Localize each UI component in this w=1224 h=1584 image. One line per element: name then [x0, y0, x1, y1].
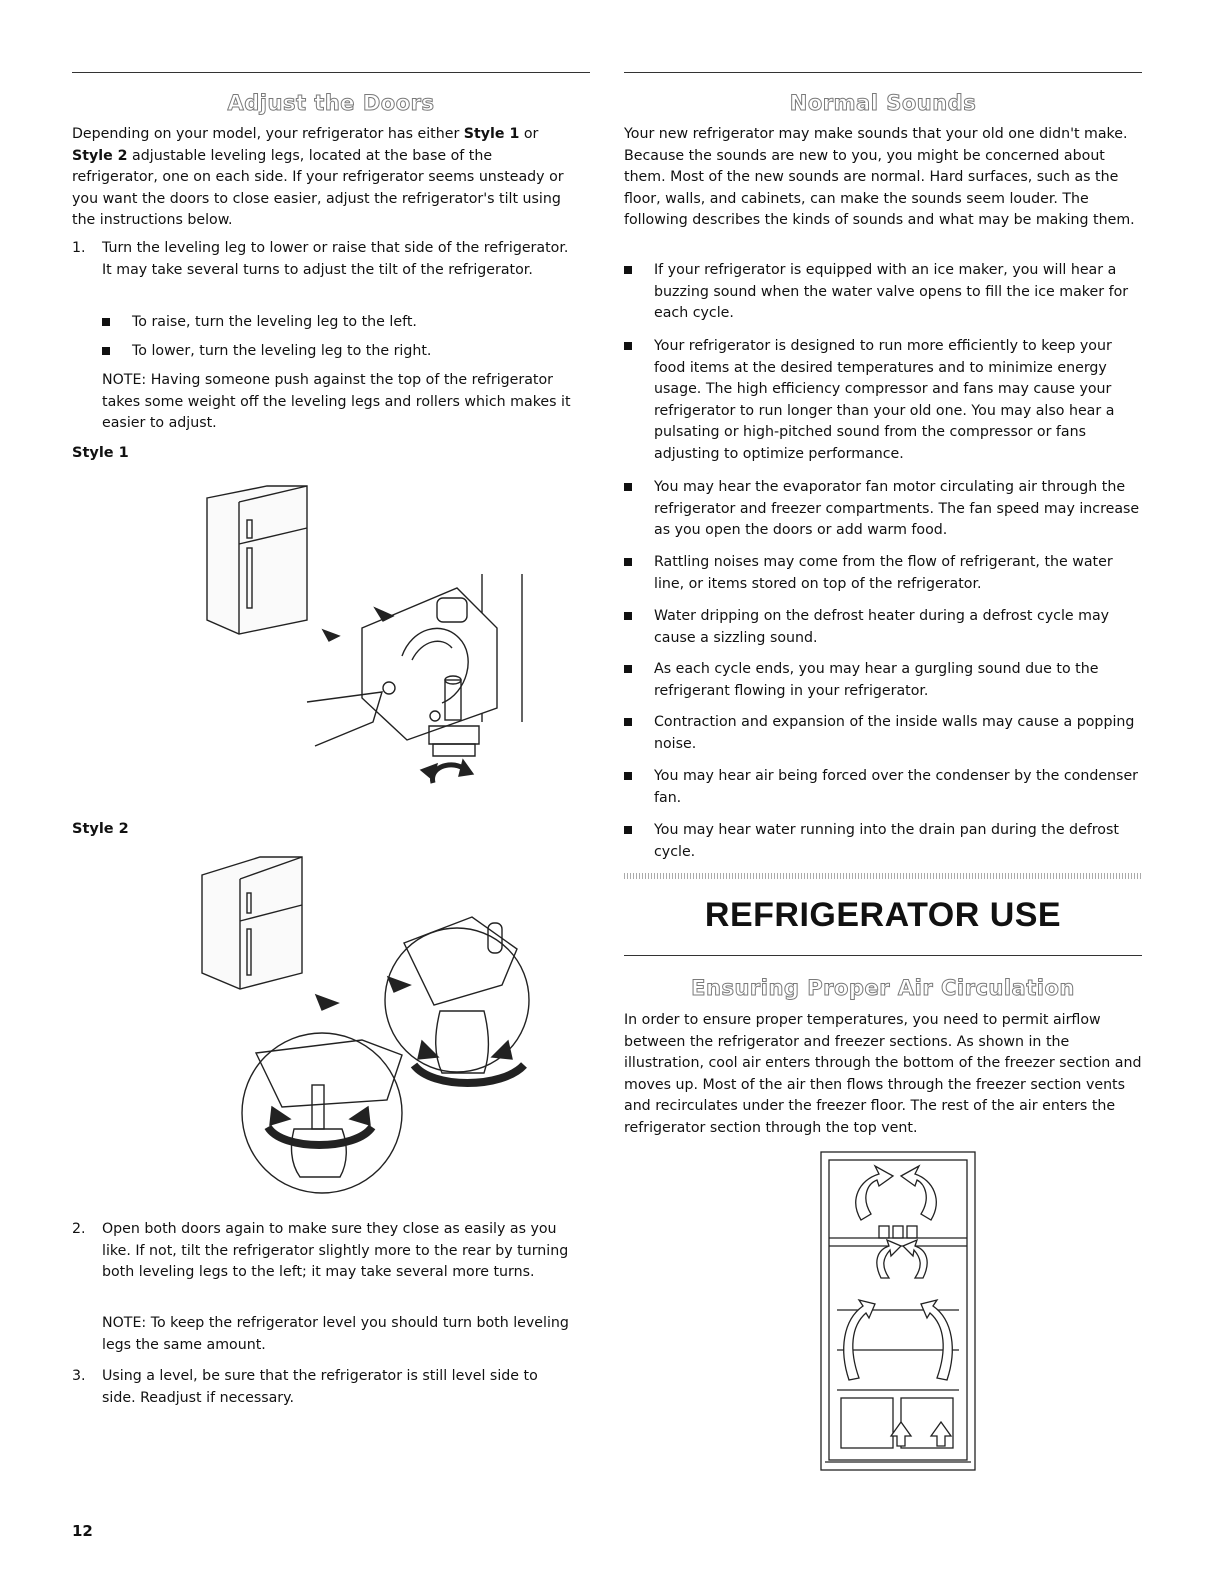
section-rule	[72, 72, 590, 73]
bullet-square-icon	[624, 483, 632, 491]
bullet-square-icon	[624, 826, 632, 834]
bullet-square-icon	[624, 342, 632, 350]
list-item: Water dripping on the defrost heater during a defrost cycle may cause a sizzling sound.	[624, 606, 1142, 650]
bullet-square-icon	[624, 718, 632, 726]
list-item: You may hear the evaporator fan motor circulating air through the refrigerator and freezer compartments. The fan speed may increase as you open the doors or add warm food.	[624, 477, 1142, 543]
list-item: You may hear air being forced over the condenser by the condenser fan.	[624, 766, 1142, 810]
list-item: Contraction and expansion of the inside walls may cause a popping noise.	[624, 712, 1142, 756]
style-1-label: Style 1	[72, 445, 129, 461]
chapter-title: REFRIGERATOR USE	[704, 896, 1062, 934]
section-title-normal-sounds: Normal Sounds	[789, 91, 977, 115]
list-item: You may hear water running into the drain pan during the defrost cycle.	[624, 820, 1142, 864]
normal-sounds-intro: Your new refrigerator may make sounds that your old one didn't make. Because the sounds are new to you, you might be concerned about them. Most of the new sounds are normal. Hard surfaces, such as the floor, walls, and cabinets, can make the sounds seem louder. The following describes the kinds of sounds and what may be making them.	[624, 126, 1135, 229]
note-2: NOTE: To keep the refrigerator level you should turn both leveling legs the same amount.	[102, 1315, 569, 1353]
style-1-leveling-leg-illustration	[197, 478, 537, 798]
chapter-divider	[624, 873, 1142, 879]
air-circulation-text: In order to ensure proper temperatures, you need to permit airflow between the refrigerator and freezer sections. As shown in the illustration, cool air enters through the bottom of the freezer section and moves up. Most of the air then flows through the freezer section vents and recirculates under the freezer floor. The rest of the air enters the refrigerator section through the top vent.	[624, 1012, 1142, 1136]
adjust-doors-intro: Depending on your model, your refrigerator has either Style 1 or Style 2 adjustable leveling legs, located at the base of the refrigerator, one on each side. If your refrigerator seems unsteady or you want the doors to close easier, adjust the refrigerator's tilt using the instructions below.	[72, 126, 564, 229]
section-rule	[624, 955, 1142, 956]
list-item: If your refrigerator is equipped with an ice maker, you will hear a buzzing sound when the water valve opens to fill the ice maker for each cycle.	[624, 260, 1142, 326]
bullet-square-icon	[624, 665, 632, 673]
list-item: To lower, turn the leveling leg to the right.	[102, 341, 572, 363]
bullet-square-icon	[102, 318, 110, 326]
page-number: 12	[72, 1522, 93, 1540]
list-item: Your refrigerator is designed to run more efficiently to keep your food items at the desired temperatures and to minimize energy usage. The high efficiency compressor and fans may cause your refrigerator to run longer than your old one. You may also hear a pulsating or high-pitched sound from the compressor or fans adjusting to optimize performance.	[624, 336, 1142, 466]
bullet-square-icon	[102, 347, 110, 355]
list-item: As each cycle ends, you may hear a gurgling sound due to the refrigerant flowing in your refrigerator.	[624, 659, 1142, 703]
style-2-leveling-leg-illustration	[172, 845, 552, 1200]
list-item: To raise, turn the leveling leg to the left.	[102, 312, 572, 334]
note-1: NOTE: Having someone push against the top of the refrigerator takes some weight off the leveling legs and rollers which makes it easier to adjust.	[102, 372, 571, 432]
step-3: 3. Using a level, be sure that the refrigerator is still level side to side. Readjust if necessary.	[72, 1368, 538, 1406]
section-title-air-circulation: Ensuring Proper Air Circulation	[691, 976, 1075, 1000]
step-2: 2. Open both doors again to make sure they close as easily as you like. If not, tilt the refrigerator slightly more to the rear by turning both leveling legs to the left; it may take several more turns.	[72, 1221, 569, 1281]
bullet-square-icon	[624, 612, 632, 620]
airflow-illustration	[819, 1150, 979, 1480]
step-1: 1. Turn the leveling leg to lower or raise that side of the refrigerator. It may take several turns to adjust the tilt of the refrigerator.	[72, 240, 569, 278]
section-rule	[624, 72, 1142, 73]
bullet-square-icon	[624, 558, 632, 566]
section-title-adjust-doors: Adjust the Doors	[227, 91, 435, 115]
bullet-square-icon	[624, 772, 632, 780]
list-item: Rattling noises may come from the flow of refrigerant, the water line, or items stored on top of the refrigerator.	[624, 552, 1142, 596]
bullet-square-icon	[624, 266, 632, 274]
style-2-label: Style 2	[72, 821, 129, 837]
